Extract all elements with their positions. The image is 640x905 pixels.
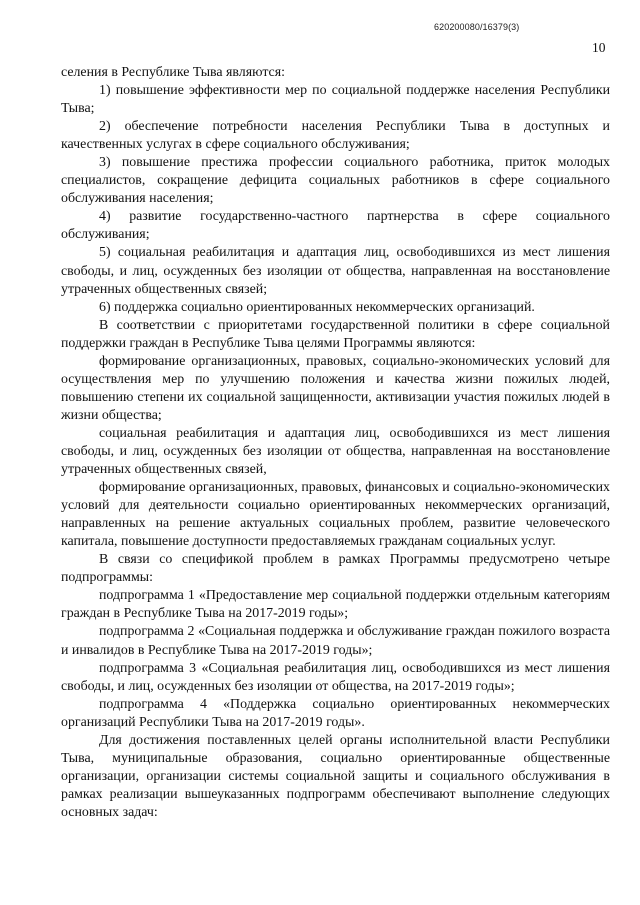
goal-item-3: формирование организационных, правовых, финансовых и социально-экономических условий для деятельности социально ориентированных некоммерческих организаций, направленных на решение актуальных социальных проблем, развитие человеческого капитала, повышение доступности предоставляемых гражданам социальных услуг. bbox=[61, 480, 610, 550]
subprogram-2: подпрограмма 2 «Социальная поддержка и обслуживание граждан пожилого возраста и инвалидов в Республике Тыва на 2017-2019 годы»; bbox=[61, 624, 610, 658]
subprogram-3: подпрограмма 3 «Социальная реабилитация лиц, освободившихся из мест лишения свободы, и лиц, осужденных без изоляции от общества, на 2017-2019 годы»; bbox=[61, 660, 610, 694]
page-number: 10 bbox=[592, 40, 606, 55]
paragraph-goals-intro: В соответствии с приоритетами государственной политики в сфере социальной поддержки граждан в Республике Тыва целями Программы являются: bbox=[61, 317, 610, 351]
list-item-3: 3) повышение престижа профессии социального работника, приток молодых специалистов, сокращение дефицита социальных работников в сфере социального обслуживания населения; bbox=[61, 155, 610, 207]
subprogram-1: подпрограмма 1 «Предоставление мер социальной поддержки отдельным категориям граждан в Республике Тыва на 2017-2019 годы»; bbox=[61, 588, 610, 622]
document-body bbox=[61, 64, 610, 822]
list-item-4: 4) развитие государственно-частного партнерства в сфере социального обслуживания; bbox=[61, 209, 610, 243]
list-item-5: 5) социальная реабилитация и адаптация лиц, освободившихся из мест лишения свободы, и лиц, осужденных без изоляции от общества, направленная на восстановление утраченных общественных связей; bbox=[61, 245, 610, 297]
goal-item-2: социальная реабилитация и адаптация лиц, освободившихся из мест лишения свободы, и лиц, осужденных без изоляции от общества, направленная на восстановление утраченных общественных связей, bbox=[61, 425, 610, 478]
list-item-1: 1) повышение эффективности мер по социальной поддержке населения Республики Тыва; bbox=[61, 83, 610, 117]
goal-item-1: формирование организационных, правовых, социально-экономических условий для осуществления мер по улучшению положения и качества жизни пожилых людей, повышению степени их социальной защищенности, активизации участия пожилых людей в жизни общества; bbox=[61, 353, 610, 423]
paragraph-continuation: селения в Республике Тыва являются: bbox=[61, 65, 285, 80]
list-item-2: 2) обеспечение потребности населения Республики Тыва в доступных и качественных услугах в сфере социального обслуживания; bbox=[61, 119, 610, 153]
paragraph-tasks-intro: Для достижения поставленных целей органы исполнительной власти Республики Тыва, муниципальные образования, социально ориентированные общественные организации, организации системы социальной защиты и социального обслуживания в рамках реализации вышеуказанных подпрограмм обеспечивают выполнение следующих основных задач: bbox=[61, 732, 610, 820]
subprogram-4: подпрограмма 4 «Поддержка социально ориентированных некоммерческих организаций Республики Тыва на 2017-2019 годы». bbox=[61, 696, 610, 730]
document-code: 620200080/16379(3) bbox=[434, 22, 520, 32]
list-item-6: 6) поддержка социально ориентированных некоммерческих организаций. bbox=[99, 299, 535, 315]
paragraph-subprograms-intro: В связи со спецификой проблем в рамках Программы предусмотрено четыре подпрограммы: bbox=[61, 552, 610, 586]
